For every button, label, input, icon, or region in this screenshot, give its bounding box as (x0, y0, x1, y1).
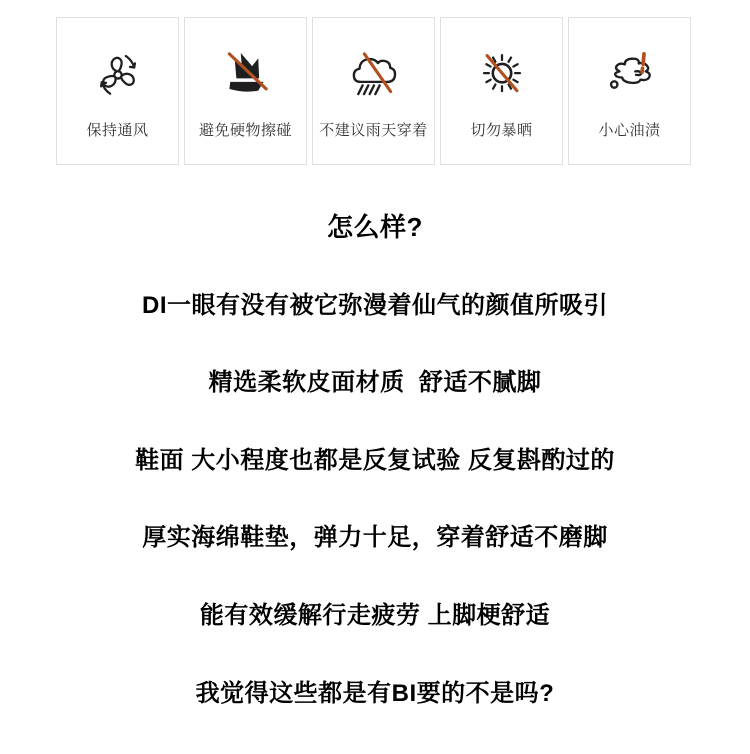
care-card-no-rain (312, 17, 435, 165)
care-instructions-row (56, 17, 691, 165)
copy-line: DI一眼有没有被它弥漫着仙气的颜值所吸引 (142, 292, 608, 319)
care-label: 切勿暴晒 (470, 122, 533, 139)
fan-icon (90, 46, 146, 102)
copy-line: 能有效缓解行走疲劳 上脚梗舒适 (199, 602, 551, 629)
care-label: 不建议雨天穿着 (319, 122, 428, 139)
care-card-oil-stain (568, 17, 691, 165)
no-rain-wear-icon (346, 46, 402, 102)
copy-line: 精选柔软皮面材质 舒适不腻脚 (208, 369, 542, 396)
oil-stain-warning-icon (602, 46, 658, 102)
care-card-no-hard-objects (184, 17, 307, 165)
copy-line: 我觉得这些都是有BI要的不是吗? (195, 680, 555, 707)
no-sun-exposure-icon (474, 46, 530, 102)
care-label: 小心油渍 (598, 122, 661, 139)
copy-line: 鞋面 大小程度也都是反复试验 反复斟酌过的 (135, 447, 615, 474)
care-label: 避免硬物擦碰 (198, 122, 292, 139)
no-hard-object-scrape-icon (218, 46, 274, 102)
care-label: 保持通风 (86, 122, 149, 139)
care-card-ventilation (56, 17, 179, 165)
care-card-no-sun (440, 17, 563, 165)
copy-heading: 怎么样? (327, 212, 423, 242)
copy-line: 厚实海绵鞋垫，弹力十足，穿着舒适不磨脚 (142, 524, 608, 551)
